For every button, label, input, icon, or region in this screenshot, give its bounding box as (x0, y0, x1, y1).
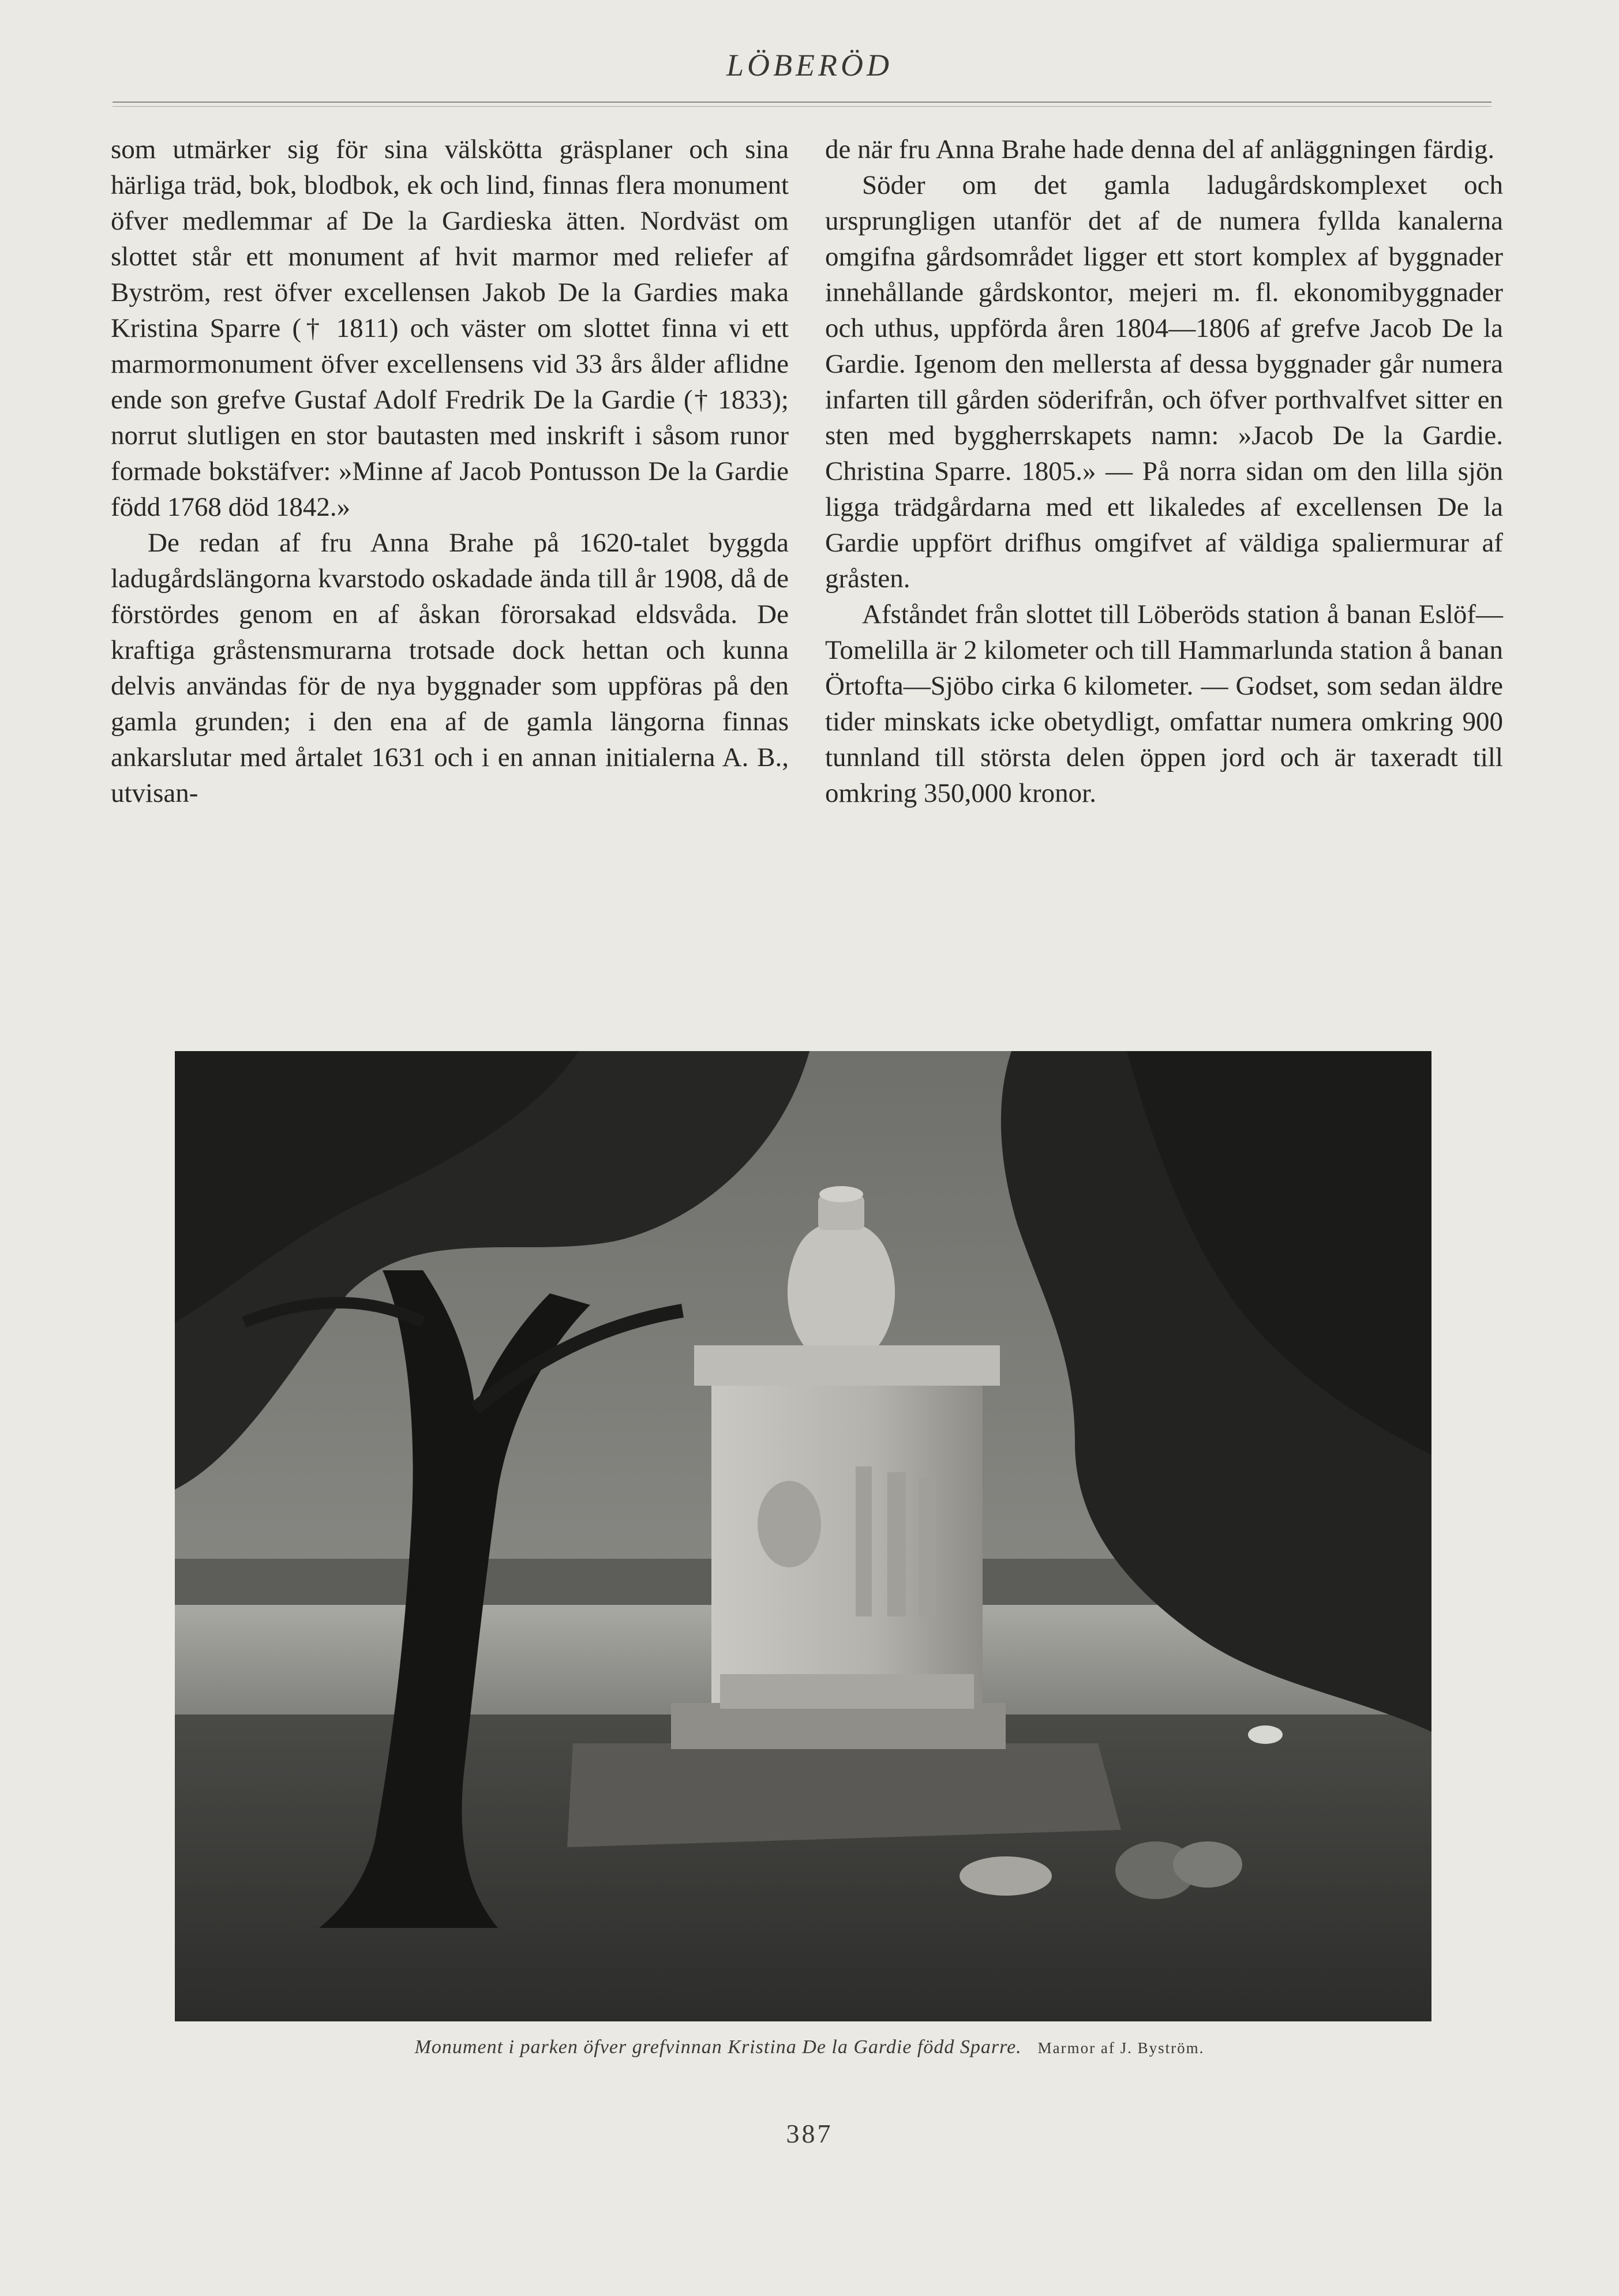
right-text-column (825, 132, 1503, 811)
header-rule-thin (113, 106, 1491, 107)
right-paragraph-1: de när fru Anna Brahe hade denna del af anläggningen färdig. (825, 134, 1495, 164)
monument-photograph (175, 1051, 1431, 2021)
right-paragraph-2: Söder om det gamla ladugårdskomplexet och ursprungligen utanför det af de numera fyllda kanalerna omgifna gårdsområdet ligger ett stort komplex af byggnader innehållande gårdskontor, mejeri m. fl. ekonomibyggnader och uthus, uppförda åren 1804—1806 af grefve Jacob De la Gardie. Igenom den mellersta af dessa byggnader går numera infarten till gården söderifrån, och öfver porthvalfvet sitter en sten med byggherrskapets namn: »Jacob De la Gardie. Christina Sparre. 1805.» — På norra sidan om den lilla sjön ligga trädgårdarna med ett likaledes af excellensen De la Gardie uppfört drifhus omgifvet af väldiga spaliermurar af gråsten. (825, 170, 1503, 594)
header-rule (113, 102, 1491, 103)
left-paragraph-2: De redan af fru Anna Brahe på 1620-talet byggda ladugårdslängorna kvarstodo oskadade ända till år 1908, då de förstördes genom en af åskan förorsakad eldsvåda. De kraftiga gråstensmurarna trotsade dock hettan och kunna delvis användas för de nya byggnader som uppföras på den gamla grunden; i den ena af de gamla längorna finnas ankarslutar med årtalet 1631 och i en annan initialerna A. B., utvisan- (111, 528, 789, 808)
photo-illustration (175, 1051, 1431, 2021)
left-paragraph-1: som utmärker sig för sina välskötta gräsplaner och sina härliga träd, bok, blodbok, ek och lind, finnas flera monument öfver medlemmar af De la Gardieska ätten. Nordväst om slottet står ett monument af hvit marmor med reliefer af Byström, rest öfver excellensen Jakob De la Gardies maka Kristina Sparre († 1811) och väster om slottet finna vi ett marmormonument öfver excellensens vid 33 års ålder aflidne ende son grefve Gustaf Adolf Fredrik De la Gardie († 1833); norrut slutligen en stor bautasten med inskrift i såsom runor formade bokstäfver: »Minne af Jacob Pontusson De la Gardie född 1768 död 1842.» (111, 134, 789, 522)
caption-text: Monument i parken öfver grefvinnan Kristina De la Gardie född Sparre. (414, 2036, 1022, 2058)
caption-credit: Marmor af J. Byström. (1037, 2039, 1205, 2057)
left-text-column (111, 132, 789, 811)
right-paragraph-3: Afståndet från slottet till Löberöds station å banan Eslöf—Tomelilla är 2 kilometer och till Hammarlunda station å banan Örtofta—Sjöbo cirka 6 kilometer. — Godset, som sedan äldre tider minskats icke obetydligt, omfattar numera omkring 900 tunnland till största delen öppen jord och är taxeradt till omkring 350,000 kronor. (825, 599, 1503, 808)
figure-caption (0, 2036, 1619, 2058)
page-number: 387 (786, 2119, 833, 2148)
running-head: LÖBERÖD (726, 48, 893, 82)
